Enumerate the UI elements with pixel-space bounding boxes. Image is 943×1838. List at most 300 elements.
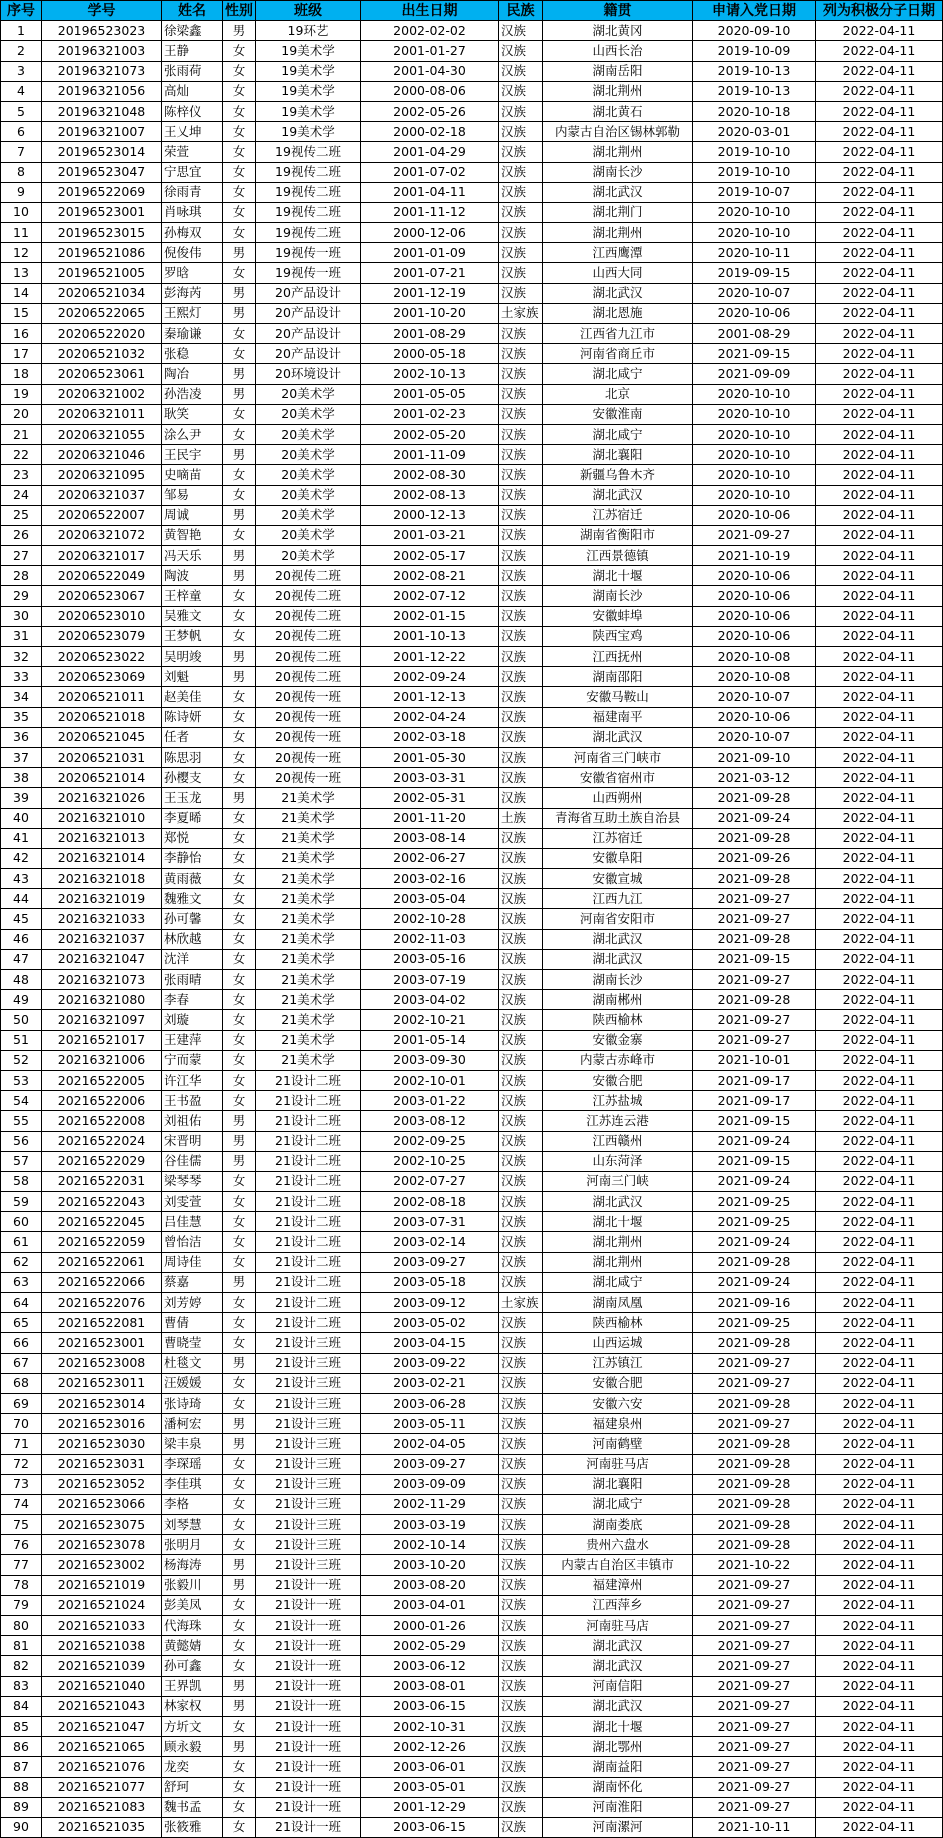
cell-student-id: 20196321056	[42, 81, 162, 101]
cell-apply-date: 2020-10-08	[693, 647, 816, 667]
cell-class: 21设计三班	[256, 1454, 361, 1474]
cell-class: 20美术学	[256, 525, 361, 545]
cell-activist-date: 2022-04-11	[816, 1333, 943, 1353]
cell-activist-date: 2022-04-11	[816, 465, 943, 485]
cell-student-id: 20216522024	[42, 1131, 162, 1151]
table-row	[1, 970, 943, 990]
cell-name: 杨海涛	[162, 1555, 223, 1575]
cell-apply-date: 2021-09-24	[693, 1131, 816, 1151]
cell-activist-date: 2022-04-11	[816, 1636, 943, 1656]
cell-seq: 24	[1, 485, 42, 505]
cell-student-id: 20216521076	[42, 1757, 162, 1777]
cell-apply-date: 2020-10-10	[693, 465, 816, 485]
cell-native-place: 贵州六盘水	[543, 1535, 693, 1555]
cell-student-id: 20216521043	[42, 1696, 162, 1716]
cell-name: 李静怡	[162, 848, 223, 868]
cell-native-place: 湖北武汉	[543, 929, 693, 949]
cell-gender: 男	[223, 788, 256, 808]
table-row	[1, 303, 943, 323]
cell-ethnicity: 土家族	[499, 1293, 543, 1313]
header-row	[1, 1, 943, 21]
cell-seq: 45	[1, 909, 42, 929]
cell-student-id: 20206522020	[42, 324, 162, 344]
cell-native-place: 安徽六安	[543, 1393, 693, 1413]
cell-student-id: 20206522065	[42, 303, 162, 323]
cell-apply-date: 2021-09-28	[693, 1535, 816, 1555]
cell-student-id: 20206521032	[42, 344, 162, 364]
cell-activist-date: 2022-04-11	[816, 303, 943, 323]
cell-activist-date: 2022-04-11	[816, 566, 943, 586]
cell-apply-date: 2021-09-28	[693, 1474, 816, 1494]
table-row	[1, 1091, 943, 1111]
cell-ethnicity: 汉族	[499, 101, 543, 121]
table-row	[1, 1474, 943, 1494]
cell-birth-date: 2002-09-24	[361, 667, 499, 687]
cell-student-id: 20196321003	[42, 41, 162, 61]
cell-gender: 女	[223, 202, 256, 222]
cell-apply-date: 2020-10-08	[693, 667, 816, 687]
cell-gender: 男	[223, 1434, 256, 1454]
cell-name: 王梦帆	[162, 626, 223, 646]
cell-name: 曾怡洁	[162, 1232, 223, 1252]
cell-activist-date: 2022-04-11	[816, 1293, 943, 1313]
cell-activist-date: 2022-04-11	[816, 1737, 943, 1757]
cell-ethnicity: 汉族	[499, 970, 543, 990]
cell-name: 李格	[162, 1494, 223, 1514]
cell-class: 20产品设计	[256, 324, 361, 344]
cell-student-id: 20216521038	[42, 1636, 162, 1656]
cell-native-place: 安徽金寨	[543, 1030, 693, 1050]
cell-seq: 78	[1, 1575, 42, 1595]
cell-gender: 男	[223, 566, 256, 586]
cell-native-place: 内蒙古赤峰市	[543, 1050, 693, 1070]
cell-student-id: 20196523023	[42, 21, 162, 41]
cell-class: 21设计一班	[256, 1757, 361, 1777]
cell-birth-date: 2003-05-11	[361, 1414, 499, 1434]
cell-birth-date: 2001-07-21	[361, 263, 499, 283]
cell-class: 19美术学	[256, 122, 361, 142]
cell-name: 刘芳婷	[162, 1293, 223, 1313]
table-row	[1, 606, 943, 626]
cell-seq: 83	[1, 1676, 42, 1696]
cell-activist-date: 2022-04-11	[816, 828, 943, 848]
cell-birth-date: 2003-09-09	[361, 1474, 499, 1494]
cell-ethnicity: 汉族	[499, 727, 543, 747]
cell-name: 荣萱	[162, 142, 223, 162]
cell-native-place: 湖南长沙	[543, 162, 693, 182]
cell-native-place: 江西赣州	[543, 1131, 693, 1151]
cell-student-id: 20206523010	[42, 606, 162, 626]
cell-birth-date: 2001-11-09	[361, 445, 499, 465]
cell-seq: 22	[1, 445, 42, 465]
cell-class: 20美术学	[256, 465, 361, 485]
cell-gender: 女	[223, 747, 256, 767]
cell-name: 秦瑜谦	[162, 324, 223, 344]
cell-native-place: 湖北武汉	[543, 182, 693, 202]
cell-name: 吴明竣	[162, 647, 223, 667]
cell-gender: 女	[223, 1373, 256, 1393]
cell-student-id: 20216321018	[42, 869, 162, 889]
cell-apply-date: 2020-09-10	[693, 21, 816, 41]
cell-gender: 女	[223, 1393, 256, 1413]
cell-gender: 男	[223, 243, 256, 263]
cell-birth-date: 2002-12-26	[361, 1737, 499, 1757]
cell-class: 21美术学	[256, 848, 361, 868]
cell-name: 张稳	[162, 344, 223, 364]
cell-student-id: 20216521033	[42, 1616, 162, 1636]
cell-class: 20美术学	[256, 485, 361, 505]
cell-seq: 13	[1, 263, 42, 283]
cell-seq: 51	[1, 1030, 42, 1050]
cell-student-id: 20216522006	[42, 1091, 162, 1111]
cell-student-id: 20216523066	[42, 1494, 162, 1514]
cell-apply-date: 2020-03-01	[693, 122, 816, 142]
cell-activist-date: 2022-04-11	[816, 1474, 943, 1494]
cell-class: 21美术学	[256, 949, 361, 969]
cell-ethnicity: 汉族	[499, 1414, 543, 1434]
cell-native-place: 湖北襄阳	[543, 1474, 693, 1494]
cell-apply-date: 2021-09-28	[693, 1393, 816, 1413]
cell-birth-date: 2003-08-20	[361, 1575, 499, 1595]
cell-name: 许江华	[162, 1070, 223, 1090]
cell-student-id: 20216321037	[42, 929, 162, 949]
cell-ethnicity: 汉族	[499, 1817, 543, 1837]
cell-student-id: 20216523030	[42, 1434, 162, 1454]
cell-apply-date: 2020-10-06	[693, 707, 816, 727]
table-row	[1, 1232, 943, 1252]
cell-student-id: 20206521045	[42, 727, 162, 747]
cell-gender: 女	[223, 1192, 256, 1212]
cell-gender: 男	[223, 21, 256, 41]
cell-activist-date: 2022-04-11	[816, 1515, 943, 1535]
cell-birth-date: 2003-02-16	[361, 869, 499, 889]
cell-activist-date: 2022-04-11	[816, 263, 943, 283]
cell-class: 21设计三班	[256, 1535, 361, 1555]
cell-native-place: 湖南长沙	[543, 586, 693, 606]
cell-native-place: 河南省三门峡市	[543, 747, 693, 767]
cell-gender: 女	[223, 1171, 256, 1191]
cell-apply-date: 2021-09-27	[693, 1777, 816, 1797]
cell-ethnicity: 汉族	[499, 909, 543, 929]
cell-activist-date: 2022-04-11	[816, 1757, 943, 1777]
cell-student-id: 20216522061	[42, 1252, 162, 1272]
cell-activist-date: 2022-04-11	[816, 909, 943, 929]
cell-activist-date: 2022-04-11	[816, 101, 943, 121]
table-row	[1, 1373, 943, 1393]
cell-name: 宁思宜	[162, 162, 223, 182]
cell-activist-date: 2022-04-11	[816, 990, 943, 1010]
cell-student-id: 20216522066	[42, 1272, 162, 1292]
cell-student-id: 20206521018	[42, 707, 162, 727]
table-row	[1, 465, 943, 485]
cell-seq: 65	[1, 1313, 42, 1333]
cell-gender: 女	[223, 970, 256, 990]
cell-class: 21设计一班	[256, 1817, 361, 1837]
cell-native-place: 湖北武汉	[543, 1192, 693, 1212]
cell-class: 21设计一班	[256, 1797, 361, 1817]
table-row	[1, 1010, 943, 1030]
cell-birth-date: 2002-07-27	[361, 1171, 499, 1191]
cell-apply-date: 2021-09-15	[693, 949, 816, 969]
cell-apply-date: 2021-09-28	[693, 828, 816, 848]
cell-seq: 76	[1, 1535, 42, 1555]
table-row	[1, 182, 943, 202]
cell-seq: 41	[1, 828, 42, 848]
cell-apply-date: 2021-09-27	[693, 1030, 816, 1050]
cell-activist-date: 2022-04-11	[816, 667, 943, 687]
cell-seq: 69	[1, 1393, 42, 1413]
cell-ethnicity: 汉族	[499, 586, 543, 606]
cell-native-place: 福建泉州	[543, 1414, 693, 1434]
cell-name: 徐雨青	[162, 182, 223, 202]
cell-name: 林欣越	[162, 929, 223, 949]
cell-ethnicity: 汉族	[499, 1434, 543, 1454]
cell-gender: 女	[223, 1091, 256, 1111]
cell-ethnicity: 汉族	[499, 1313, 543, 1333]
cell-seq: 54	[1, 1091, 42, 1111]
cell-birth-date: 2001-12-19	[361, 283, 499, 303]
cell-native-place: 江苏连云港	[543, 1111, 693, 1131]
cell-apply-date: 2020-10-07	[693, 727, 816, 747]
table-row	[1, 1353, 943, 1373]
cell-native-place: 青海省互助土族自治县	[543, 808, 693, 828]
cell-apply-date: 2021-10-22	[693, 1555, 816, 1575]
cell-native-place: 湖南省衡阳市	[543, 525, 693, 545]
cell-activist-date: 2022-04-11	[816, 324, 943, 344]
cell-ethnicity: 汉族	[499, 687, 543, 707]
cell-apply-date: 2020-10-10	[693, 384, 816, 404]
cell-birth-date: 2001-05-14	[361, 1030, 499, 1050]
cell-name: 魏书孟	[162, 1797, 223, 1817]
cell-activist-date: 2022-04-11	[816, 1434, 943, 1454]
cell-ethnicity: 汉族	[499, 1353, 543, 1373]
table-row	[1, 949, 943, 969]
cell-birth-date: 2003-02-14	[361, 1232, 499, 1252]
cell-class: 21美术学	[256, 889, 361, 909]
cell-apply-date: 2021-09-28	[693, 1333, 816, 1353]
cell-ethnicity: 汉族	[499, 990, 543, 1010]
header-birth-date: 出生日期	[361, 1, 499, 21]
cell-activist-date: 2022-04-11	[816, 1111, 943, 1131]
cell-gender: 女	[223, 1454, 256, 1474]
cell-ethnicity: 土家族	[499, 303, 543, 323]
cell-native-place: 湖北荆州	[543, 1232, 693, 1252]
cell-student-id: 20216321073	[42, 970, 162, 990]
cell-native-place: 湖南郴州	[543, 990, 693, 1010]
cell-name: 代海珠	[162, 1616, 223, 1636]
cell-gender: 女	[223, 525, 256, 545]
cell-activist-date: 2022-04-11	[816, 1070, 943, 1090]
cell-gender: 男	[223, 1111, 256, 1131]
cell-class: 19视传二班	[256, 223, 361, 243]
cell-native-place: 河南省安阳市	[543, 909, 693, 929]
cell-native-place: 江苏宿迁	[543, 505, 693, 525]
cell-ethnicity: 汉族	[499, 1373, 543, 1393]
cell-class: 20环境设计	[256, 364, 361, 384]
cell-apply-date: 2021-03-12	[693, 768, 816, 788]
cell-name: 舒珂	[162, 1777, 223, 1797]
cell-native-place: 湖北武汉	[543, 485, 693, 505]
cell-native-place: 河南三门峡	[543, 1171, 693, 1191]
cell-seq: 57	[1, 1151, 42, 1171]
cell-apply-date: 2021-09-28	[693, 929, 816, 949]
cell-name: 倪俊伟	[162, 243, 223, 263]
cell-student-id: 20196321073	[42, 61, 162, 81]
cell-seq: 56	[1, 1131, 42, 1151]
cell-name: 刘魁	[162, 667, 223, 687]
cell-birth-date: 2003-08-14	[361, 828, 499, 848]
cell-name: 张诗琦	[162, 1393, 223, 1413]
cell-student-id: 20206321055	[42, 424, 162, 444]
cell-class: 21设计三班	[256, 1333, 361, 1353]
cell-apply-date: 2020-10-18	[693, 101, 816, 121]
cell-student-id: 20216321013	[42, 828, 162, 848]
cell-activist-date: 2022-04-11	[816, 182, 943, 202]
cell-ethnicity: 汉族	[499, 1515, 543, 1535]
cell-name: 顾永毅	[162, 1737, 223, 1757]
cell-gender: 女	[223, 1293, 256, 1313]
cell-ethnicity: 汉族	[499, 1030, 543, 1050]
cell-apply-date: 2020-10-06	[693, 505, 816, 525]
table-row	[1, 263, 943, 283]
cell-activist-date: 2022-04-11	[816, 687, 943, 707]
cell-student-id: 20216521047	[42, 1716, 162, 1736]
cell-activist-date: 2022-04-11	[816, 647, 943, 667]
cell-gender: 女	[223, 122, 256, 142]
cell-student-id: 20216523078	[42, 1535, 162, 1555]
cell-birth-date: 2001-04-30	[361, 61, 499, 81]
cell-birth-date: 2001-01-09	[361, 243, 499, 263]
cell-seq: 14	[1, 283, 42, 303]
cell-activist-date: 2022-04-11	[816, 970, 943, 990]
cell-apply-date: 2020-10-06	[693, 566, 816, 586]
cell-student-id: 20206523061	[42, 364, 162, 384]
cell-native-place: 福建南平	[543, 707, 693, 727]
cell-gender: 男	[223, 1151, 256, 1171]
cell-seq: 60	[1, 1212, 42, 1232]
cell-student-id: 20216522029	[42, 1151, 162, 1171]
cell-seq: 10	[1, 202, 42, 222]
cell-seq: 3	[1, 61, 42, 81]
cell-gender: 男	[223, 667, 256, 687]
cell-activist-date: 2022-04-11	[816, 586, 943, 606]
cell-birth-date: 2002-05-29	[361, 1636, 499, 1656]
cell-birth-date: 2002-04-05	[361, 1434, 499, 1454]
table-row	[1, 1676, 943, 1696]
cell-ethnicity: 汉族	[499, 707, 543, 727]
cell-ethnicity: 汉族	[499, 1737, 543, 1757]
cell-activist-date: 2022-04-11	[816, 1171, 943, 1191]
cell-apply-date: 2019-10-13	[693, 81, 816, 101]
cell-gender: 女	[223, 848, 256, 868]
cell-seq: 55	[1, 1111, 42, 1131]
cell-gender: 女	[223, 1232, 256, 1252]
table-row	[1, 1757, 943, 1777]
cell-native-place: 河南淮阳	[543, 1797, 693, 1817]
cell-ethnicity: 汉族	[499, 404, 543, 424]
cell-native-place: 山西朔州	[543, 788, 693, 808]
cell-seq: 44	[1, 889, 42, 909]
cell-apply-date: 2021-09-28	[693, 1515, 816, 1535]
cell-seq: 16	[1, 324, 42, 344]
cell-name: 刘璇	[162, 1010, 223, 1030]
cell-seq: 1	[1, 21, 42, 41]
cell-gender: 女	[223, 344, 256, 364]
cell-apply-date: 2021-09-15	[693, 344, 816, 364]
cell-seq: 73	[1, 1474, 42, 1494]
cell-apply-date: 2021-09-28	[693, 1252, 816, 1272]
cell-activist-date: 2022-04-11	[816, 283, 943, 303]
cell-birth-date: 2003-06-28	[361, 1393, 499, 1413]
cell-birth-date: 2003-09-30	[361, 1050, 499, 1070]
cell-ethnicity: 汉族	[499, 1171, 543, 1191]
cell-ethnicity: 汉族	[499, 223, 543, 243]
cell-native-place: 湖北黄石	[543, 101, 693, 121]
cell-student-id: 20216522045	[42, 1212, 162, 1232]
cell-name: 王玉龙	[162, 788, 223, 808]
cell-native-place: 湖北荆州	[543, 1252, 693, 1272]
cell-apply-date: 2020-10-10	[693, 202, 816, 222]
cell-ethnicity: 汉族	[499, 747, 543, 767]
cell-seq: 25	[1, 505, 42, 525]
cell-seq: 17	[1, 344, 42, 364]
cell-ethnicity: 汉族	[499, 424, 543, 444]
cell-gender: 女	[223, 606, 256, 626]
cell-gender: 女	[223, 949, 256, 969]
cell-gender: 女	[223, 1777, 256, 1797]
cell-seq: 62	[1, 1252, 42, 1272]
cell-ethnicity: 汉族	[499, 142, 543, 162]
cell-class: 21设计三班	[256, 1434, 361, 1454]
cell-seq: 12	[1, 243, 42, 263]
cell-class: 21美术学	[256, 869, 361, 889]
cell-ethnicity: 汉族	[499, 1494, 543, 1514]
cell-birth-date: 2002-01-15	[361, 606, 499, 626]
cell-name: 张雨荷	[162, 61, 223, 81]
cell-gender: 男	[223, 283, 256, 303]
cell-seq: 21	[1, 424, 42, 444]
cell-name: 冯天乐	[162, 546, 223, 566]
cell-birth-date: 2003-03-19	[361, 1515, 499, 1535]
cell-student-id: 20216522008	[42, 1111, 162, 1131]
cell-seq: 63	[1, 1272, 42, 1292]
cell-ethnicity: 汉族	[499, 162, 543, 182]
cell-name: 陈诗妍	[162, 707, 223, 727]
table-row	[1, 1414, 943, 1434]
cell-name: 梁琴琴	[162, 1171, 223, 1191]
cell-gender: 女	[223, 142, 256, 162]
cell-native-place: 湖北黄冈	[543, 21, 693, 41]
cell-seq: 67	[1, 1353, 42, 1373]
cell-seq: 70	[1, 1414, 42, 1434]
cell-seq: 89	[1, 1797, 42, 1817]
cell-student-id: 20216523001	[42, 1333, 162, 1353]
cell-birth-date: 2001-11-12	[361, 202, 499, 222]
cell-class: 21设计三班	[256, 1494, 361, 1514]
cell-student-id: 20196523015	[42, 223, 162, 243]
cell-birth-date: 2003-05-16	[361, 949, 499, 969]
cell-birth-date: 2003-01-22	[361, 1091, 499, 1111]
cell-activist-date: 2022-04-11	[816, 1313, 943, 1333]
cell-activist-date: 2022-04-11	[816, 1616, 943, 1636]
cell-ethnicity: 汉族	[499, 1131, 543, 1151]
cell-apply-date: 2021-09-27	[693, 1696, 816, 1716]
table-row	[1, 1716, 943, 1736]
cell-ethnicity: 汉族	[499, 1656, 543, 1676]
cell-student-id: 20216522076	[42, 1293, 162, 1313]
cell-activist-date: 2022-04-11	[816, 404, 943, 424]
cell-activist-date: 2022-04-11	[816, 1494, 943, 1514]
